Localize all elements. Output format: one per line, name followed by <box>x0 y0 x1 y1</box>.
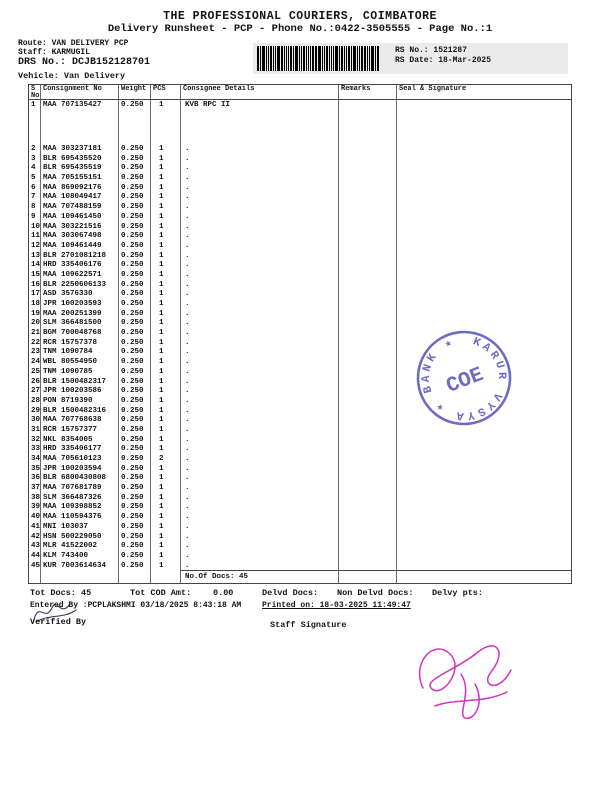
printed-on-line: Printed on: 18-03-2025 11:49:47 <box>262 601 411 610</box>
table-row: 36 BLR 6800430808 0.250 1 . <box>29 473 571 483</box>
table-row: 14 HRD 335406176 0.250 1 . <box>29 260 571 270</box>
no-of-docs-row <box>29 570 571 583</box>
stamp-ring-text: KARUR VYSYA ★ BANK ★ <box>419 335 509 423</box>
table-row: 28 PON 8719390 0.250 1 . <box>29 396 571 406</box>
rs-number: RS No.: 1521287 <box>395 46 468 55</box>
verified-by-label: Verified By <box>30 617 87 627</box>
table-row: 33 HRD 335406177 0.250 1 . <box>29 444 571 454</box>
table-row: 41 MNI 103037 0.250 1 . <box>29 522 571 532</box>
entered-by-line: Entered By :PCPLAKSHMI 03/18/2025 8:43:18 AM <box>30 601 242 610</box>
header-weight: Weight <box>119 85 151 99</box>
table-row: 42 HSN 500229050 0.250 1 . <box>29 532 571 542</box>
table-row: 11 MAA 303067498 0.250 1 . <box>29 231 571 241</box>
staff-signature-scribble <box>405 626 535 724</box>
table-row: 4 BLR 695435519 0.250 1 . <box>29 163 571 173</box>
table-row: 23 TNM 1090784 0.250 1 . <box>29 347 571 357</box>
header-pcs: PCS <box>151 85 181 99</box>
table-row: 38 SLM 366487326 0.250 1 . <box>29 493 571 503</box>
table-row: 24 WBL 80554950 0.250 1 . <box>29 357 571 367</box>
tot-cod-label: Tot COD Amt: <box>130 588 192 598</box>
table-row: 20 SLM 366481500 0.250 1 . <box>29 318 571 328</box>
route-line: Route: VAN DELIVERY PCP <box>18 39 129 48</box>
table-row: 31 RCR 15757377 0.250 1 . <box>29 425 571 435</box>
table-row: 22 RCR 15757378 0.250 1 . <box>29 338 571 348</box>
table-row: 8 MAA 707488159 0.250 1 . <box>29 202 571 212</box>
rs-date: RS Date: 18-Mar-2025 <box>395 56 492 65</box>
staff-signature-label: Staff Signature <box>270 620 347 630</box>
no-of-docs-value: No.Of Docs: 45 <box>181 570 339 583</box>
table-row: 45 KUR 7003614634 0.250 1 . <box>29 561 571 571</box>
header-consignment-no: Consignment No <box>41 85 119 99</box>
table-row: 16 BLR 2250606133 0.250 1 . <box>29 280 571 290</box>
table-row: 12 MAA 109461449 0.250 1 . <box>29 241 571 251</box>
header-consignee-details: Consignee Details <box>181 85 339 99</box>
table-row: 9 MAA 109461450 0.250 1 . <box>29 212 571 222</box>
header-seal-signature: Seal & Signature <box>399 85 467 93</box>
table-row: 1 MAA 707135427 0.250 1 KVB RPC II <box>29 100 571 144</box>
header-sno: S No <box>31 85 40 99</box>
table-row: 3 BLR 695435520 0.250 1 . <box>29 154 571 164</box>
table-row: 10 MAA 303221516 0.250 1 . <box>29 222 571 232</box>
vehicle-line: Vehicle: Van Delivery <box>18 71 126 81</box>
table-row: 5 MAA 705155151 0.250 1 . <box>29 173 571 183</box>
table-row: 2 MAA 303237181 0.250 1 . <box>29 144 571 154</box>
table-row: 13 BLR 2701081218 0.250 1 . <box>29 251 571 261</box>
table-row: 43 MLR 41522002 0.250 1 . <box>29 541 571 551</box>
table-row: 39 MAA 109398852 0.250 1 . <box>29 502 571 512</box>
staff-line: Staff: KARMUGIL <box>18 48 91 57</box>
table-row: 6 MAA 869092176 0.250 1 . <box>29 183 571 193</box>
table-row: 35 JPR 100203594 0.250 1 . <box>29 464 571 474</box>
table-row: 44 KLM 743400 0.250 1 . <box>29 551 571 561</box>
table-row: 29 BLR 1500482316 0.250 1 . <box>29 406 571 416</box>
table-row: 40 MAA 110594376 0.250 1 . <box>29 512 571 522</box>
header-remarks: Remarks <box>339 85 397 99</box>
delvd-docs-label: Delvd Docs: <box>262 588 319 598</box>
delvy-pts-label: Delvy pts: <box>432 588 484 598</box>
table-row: 17 ASD 3576330 0.250 1 . <box>29 289 571 299</box>
table-row: 19 MAA 200251399 0.250 1 . <box>29 309 571 319</box>
drs-number-line: DRS No.: DCJB152128701 <box>18 57 151 68</box>
stamp-center-text: COE <box>443 363 488 399</box>
table-row: 26 BLR 1500482317 0.250 1 . <box>29 377 571 387</box>
barcode <box>257 46 389 71</box>
verified-by-signature-scribble <box>28 597 80 627</box>
table-row: 21 BGM 700048768 0.250 1 . <box>29 328 571 338</box>
table-row: 25 TNM 1090785 0.250 1 . <box>29 367 571 377</box>
table-row: 7 MAA 108049417 0.250 1 . <box>29 192 571 202</box>
table-header-row <box>29 85 571 100</box>
total-docs: Tot Docs: 45 <box>30 588 92 598</box>
table-row: 37 MAA 707681789 0.250 1 . <box>29 483 571 493</box>
bank-round-stamp <box>408 322 520 434</box>
table-row: 30 MAA 707768638 0.250 1 . <box>29 415 571 425</box>
table-row: 18 JPR 100203593 0.250 1 . <box>29 299 571 309</box>
tot-cod-value: 0.00 <box>213 588 234 598</box>
company-title: THE PROFESSIONAL COURIERS, COIMBATORE <box>163 10 437 23</box>
table-row: 15 MAA 109622571 0.250 1 . <box>29 270 571 280</box>
non-delvd-docs-label: Non Delvd Docs: <box>337 588 414 598</box>
table-row: 27 JPR 100203586 0.250 1 . <box>29 386 571 396</box>
table-row: 34 MAA 705610123 0.250 2 . <box>29 454 571 464</box>
runsheet-subtitle: Delivery Runsheet - PCP - Phone No.:0422-3505555 - Page No.:1 <box>107 23 493 35</box>
table-row: 32 NKL 8354005 0.250 1 . <box>29 435 571 445</box>
